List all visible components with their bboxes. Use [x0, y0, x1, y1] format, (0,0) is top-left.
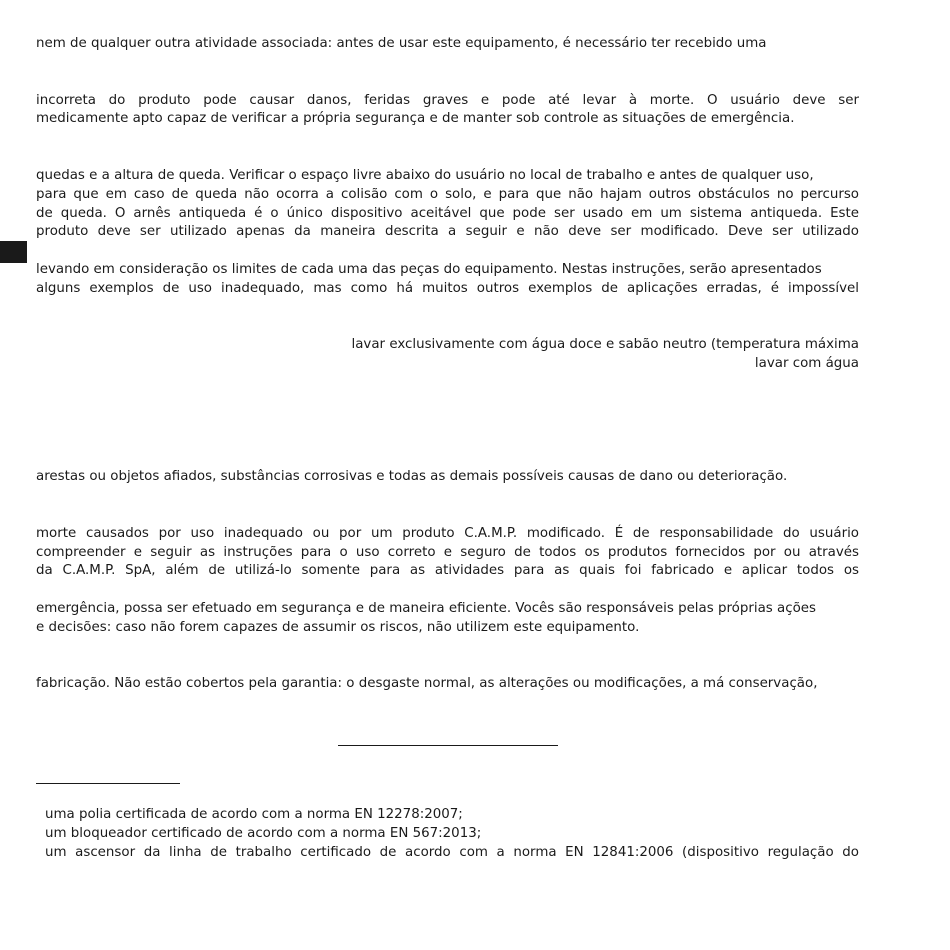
footnote-line: um bloqueador certificado de acordo com a norma EN 567:2013; — [45, 826, 482, 841]
text-line: para que em caso de queda não ocorra a colisão com o solo, e para que não hajam outros obstáculos no percurso — [36, 187, 859, 202]
footnote-separator — [36, 783, 180, 784]
text-line: e decisões: caso não forem capazes de assumir os riscos, não utilizem este equipamento. — [36, 620, 640, 635]
text-line: quedas e a altura de queda. Verificar o espaço livre abaixo do usuário no local de trabalho e antes de qualquer uso, — [36, 168, 814, 183]
text-line: medicamente apto capaz de verificar a própria segurança e de manter sob controle as situações de emergência. — [36, 111, 795, 126]
horizontal-rule — [338, 745, 558, 746]
text-line: fabricação. Não estão cobertos pela garantia: o desgaste normal, as alterações ou modificações, a má conservação, — [36, 676, 818, 691]
text-line: arestas ou objetos afiados, substâncias corrosivas e todas as demais possíveis causas de dano ou deterioração. — [36, 469, 788, 484]
text-line: da C.A.M.P. SpA, além de utilizá-lo somente para as atividades para as quais foi fabricado e aplicar todos os — [36, 563, 859, 578]
section-tab-marker — [0, 241, 27, 263]
text-line: levando em consideração os limites de cada uma das peças do equipamento. Nestas instruções, serão apresentados — [36, 262, 822, 277]
footnote-line: uma polia certificada de acordo com a norma EN 12278:2007; — [45, 807, 463, 822]
text-line: incorreta do produto pode causar danos, feridas graves e pode até levar à morte. O usuário deve ser — [36, 93, 859, 108]
text-line: nem de qualquer outra atividade associada: antes de usar este equipamento, é necessário ter recebido uma — [36, 36, 767, 51]
text-line: lavar com água — [754, 356, 859, 371]
text-line: produto deve ser utilizado apenas da maneira descrita a seguir e não deve ser modificado. Deve ser utilizado — [36, 224, 859, 239]
text-line: emergência, possa ser efetuado em segurança e de maneira eficiente. Vocês são responsáveis pelas próprias ações — [36, 601, 817, 616]
text-line: de queda. O arnês antiqueda é o único dispositivo aceitável que pode ser usado em um sistema antiqueda. Este — [36, 206, 859, 221]
text-line: lavar exclusivamente com água doce e sabão neutro (temperatura máxima — [351, 337, 859, 352]
text-line: morte causados por uso inadequado ou por um produto C.A.M.P. modificado. É de responsabilidade do usuário — [36, 526, 859, 541]
footnote-line: um ascensor da linha de trabalho certificado de acordo com a norma EN 12841:2006 (dispositivo regulação do — [45, 845, 859, 860]
text-line: compreender e seguir as instruções para o uso correto e seguro de todos os produtos fornecidos por ou através — [36, 545, 859, 560]
text-line: alguns exemplos de uso inadequado, mas como há muitos outros exemplos de aplicações erradas, é impossível — [36, 281, 859, 296]
